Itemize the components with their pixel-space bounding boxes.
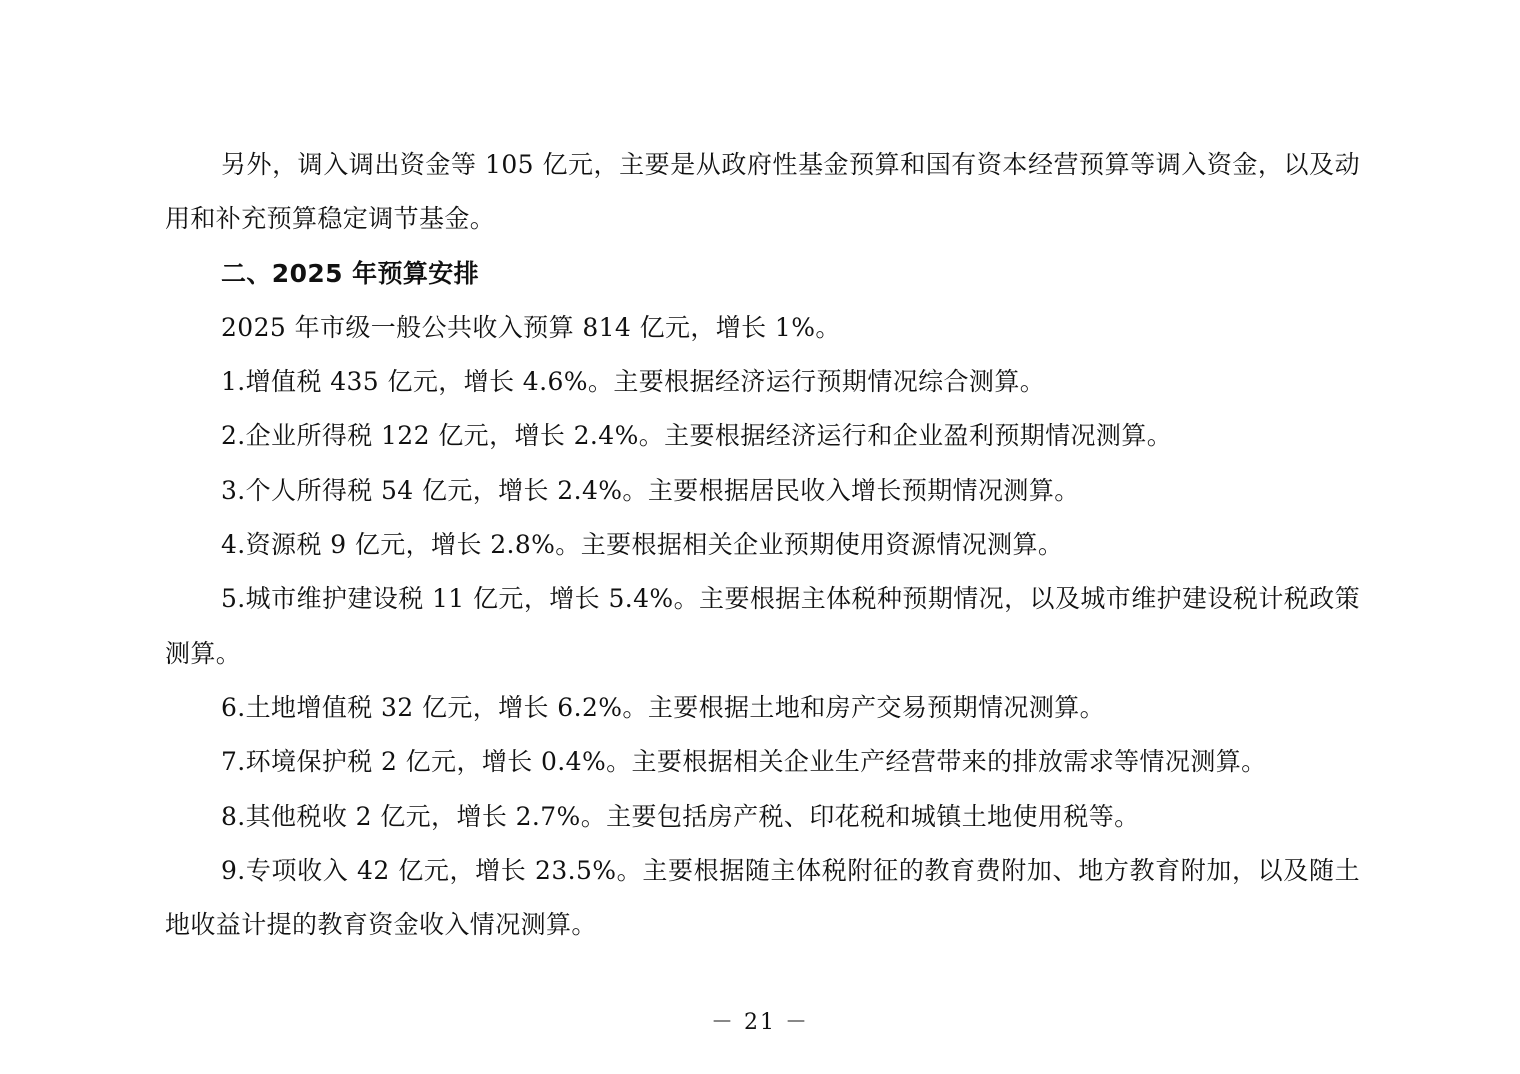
section-heading-2025-budget: 二、2025 年预算安排	[221, 258, 480, 288]
paragraph-corporate-income-tax: 2.企业所得税 122 亿元，增长 2.4%。主要根据经济运行和企业盈利预期情况测算。	[221, 421, 1173, 451]
paragraph-environmental-tax: 7.环境保护税 2 亿元，增长 0.4%。主要根据相关企业生产经营带来的排放需求等情况测算。	[221, 747, 1267, 777]
paragraph-special-revenue: 9.专项收入 42 亿元，增长 23.5%。主要根据随主体税附征的教育费附加、地方教育附加，以及随土地收益计提的教育资金收入情况测算。	[165, 855, 1360, 940]
page-number: － 21 －	[711, 1010, 809, 1035]
paragraph-transfer-funds: 另外，调入调出资金等 105 亿元，主要是从政府性基金预算和国有资本经营预算等调入资金，以及动用和补充预算稳定调节基金。	[165, 150, 1360, 234]
paragraph-urban-construction-tax: 5.城市维护建设税 11 亿元，增长 5.4%。主要根据主体税种预期情况，以及城市维护建设税计税政策测算。	[165, 584, 1360, 668]
paragraph-personal-income-tax: 3.个人所得税 54 亿元，增长 2.4%。主要根据居民收入增长预期情况测算。	[221, 475, 1080, 505]
paragraph-budget-summary: 2025 年市级一般公共收入预算 814 亿元，增长 1%。	[221, 312, 841, 342]
body-text	[165, 138, 1360, 952]
paragraph-vat: 1.增值税 435 亿元，增长 4.6%。主要根据经济运行预期情况综合测算。	[221, 367, 1046, 397]
paragraph-other-taxes: 8.其他税收 2 亿元，增长 2.7%。主要包括房产税、印花税和城镇土地使用税等。	[221, 801, 1140, 831]
paragraph-land-value-tax: 6.土地增值税 32 亿元，增长 6.2%。主要根据土地和房产交易预期情况测算。	[221, 692, 1106, 722]
paragraph-resource-tax: 4.资源税 9 亿元，增长 2.8%。主要根据相关企业预期使用资源情况测算。	[221, 530, 1064, 560]
